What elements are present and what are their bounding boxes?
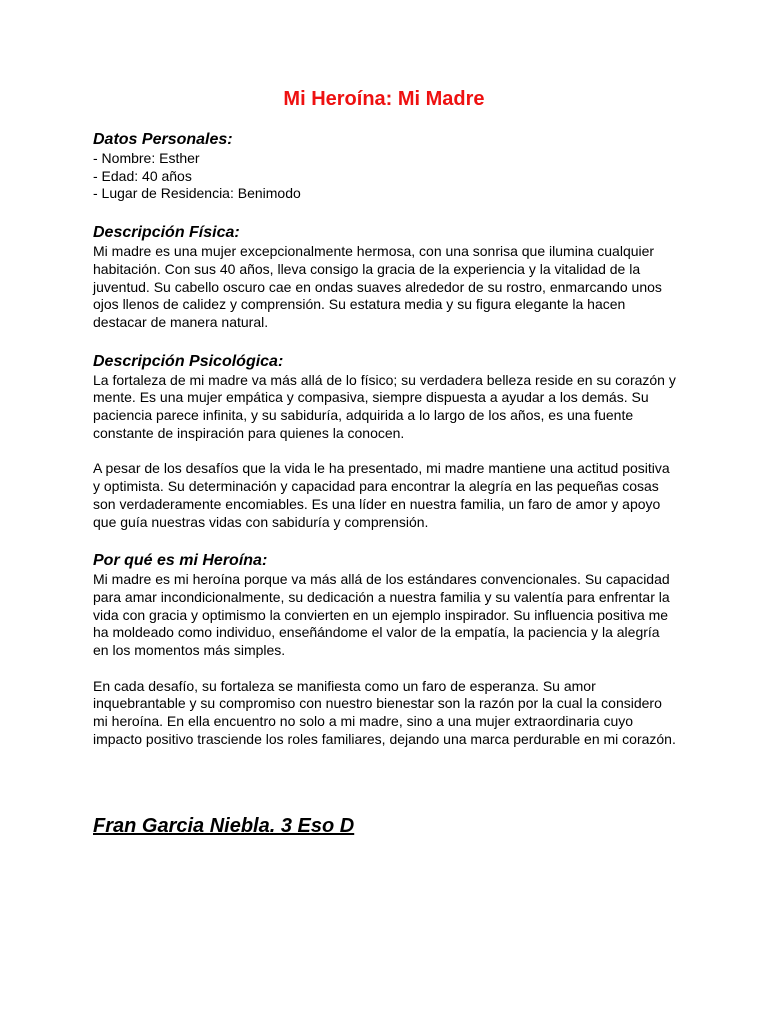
why-heroine-paragraph-2: En cada desafío, su fortaleza se manifiesta como un faro de esperanza. Su amor inquebrantable y su compromiso con nuestro bienestar son la razón por la cual la considero mi heroína. En ella encuentro no solo a mi madre, sino a una mujer extraordinaria cuyo impacto positivo trasciende los roles familiares, dejando una marca perdurable en mi corazón. xyxy=(93,677,676,747)
psychological-paragraph-1: La fortaleza de mi madre va más allá de lo físico; su verdadera belleza reside en su corazón y mente. Es una mujer empática y compasiva, siempre dispuesta a ayudar a los demás. Su paciencia parece infinita, y su sabiduría, adquirida a lo largo de los años, es una fuente constante de inspiración para quienes la conocen. xyxy=(93,371,676,441)
personal-data-heading: Datos Personales: xyxy=(93,131,233,148)
personal-data-item-age: - Edad: 40 años xyxy=(93,167,192,184)
physical-description-section xyxy=(93,223,678,332)
why-heroine-heading: Por qué es mi Heroína: xyxy=(93,552,268,570)
personal-data-item-residence: - Lugar de Residencia: Benimodo xyxy=(93,185,301,202)
author-signature: Fran Garcia Niebla. 3 Eso D xyxy=(93,815,355,837)
psychological-description-section xyxy=(93,352,678,532)
document-title: Mi Heroína: Mi Madre xyxy=(283,88,485,110)
personal-data-section xyxy=(93,130,678,203)
psychological-description-heading: Descripción Psicológica: xyxy=(93,352,284,370)
physical-description-heading: Descripción Física: xyxy=(93,224,240,242)
document-content xyxy=(93,130,678,749)
why-heroine-section xyxy=(93,551,678,748)
personal-data-list xyxy=(93,150,678,203)
personal-data-item-name: - Nombre: Esther xyxy=(93,150,200,166)
physical-description-paragraph: Mi madre es una mujer excepcionalmente hermosa, con una sonrisa que ilumina cualquier habitación. Con sus 40 años, lleva consigo la gracia de la experiencia y la vitalidad de la juventud. Su cabello oscuro cae en ondas suaves alrededor de su rostro, enmarcando unos ojos llenos de calidez y comprensión. Su estatura media y su figura elegante la hacen destacar de manera natural. xyxy=(93,243,662,330)
psychological-paragraph-2: A pesar de los desafíos que la vida le ha presentado, mi madre mantiene una actitud positiva y optimista. Su determinación y capacidad para encontrar la alegría en las pequeñas cosas son verdaderamente encomiables. Es una líder en nuestra familia, un faro de amor y apoyo que guía nuestras vidas con sabiduría y comprensión. xyxy=(93,460,670,530)
why-heroine-paragraph-1: Mi madre es mi heroína porque va más allá de los estándares convencionales. Su capacidad para amar incondicionalmente, su dedicación a nuestra familia y su valentía para enfrentar la vida con gracia y optimismo la convierten en un ejemplo inspirador. Su influencia positiva me ha moldeado como individuo, enseñándome el valor de la empatía, la paciencia y la alegría en los momentos más simples. xyxy=(93,571,670,659)
